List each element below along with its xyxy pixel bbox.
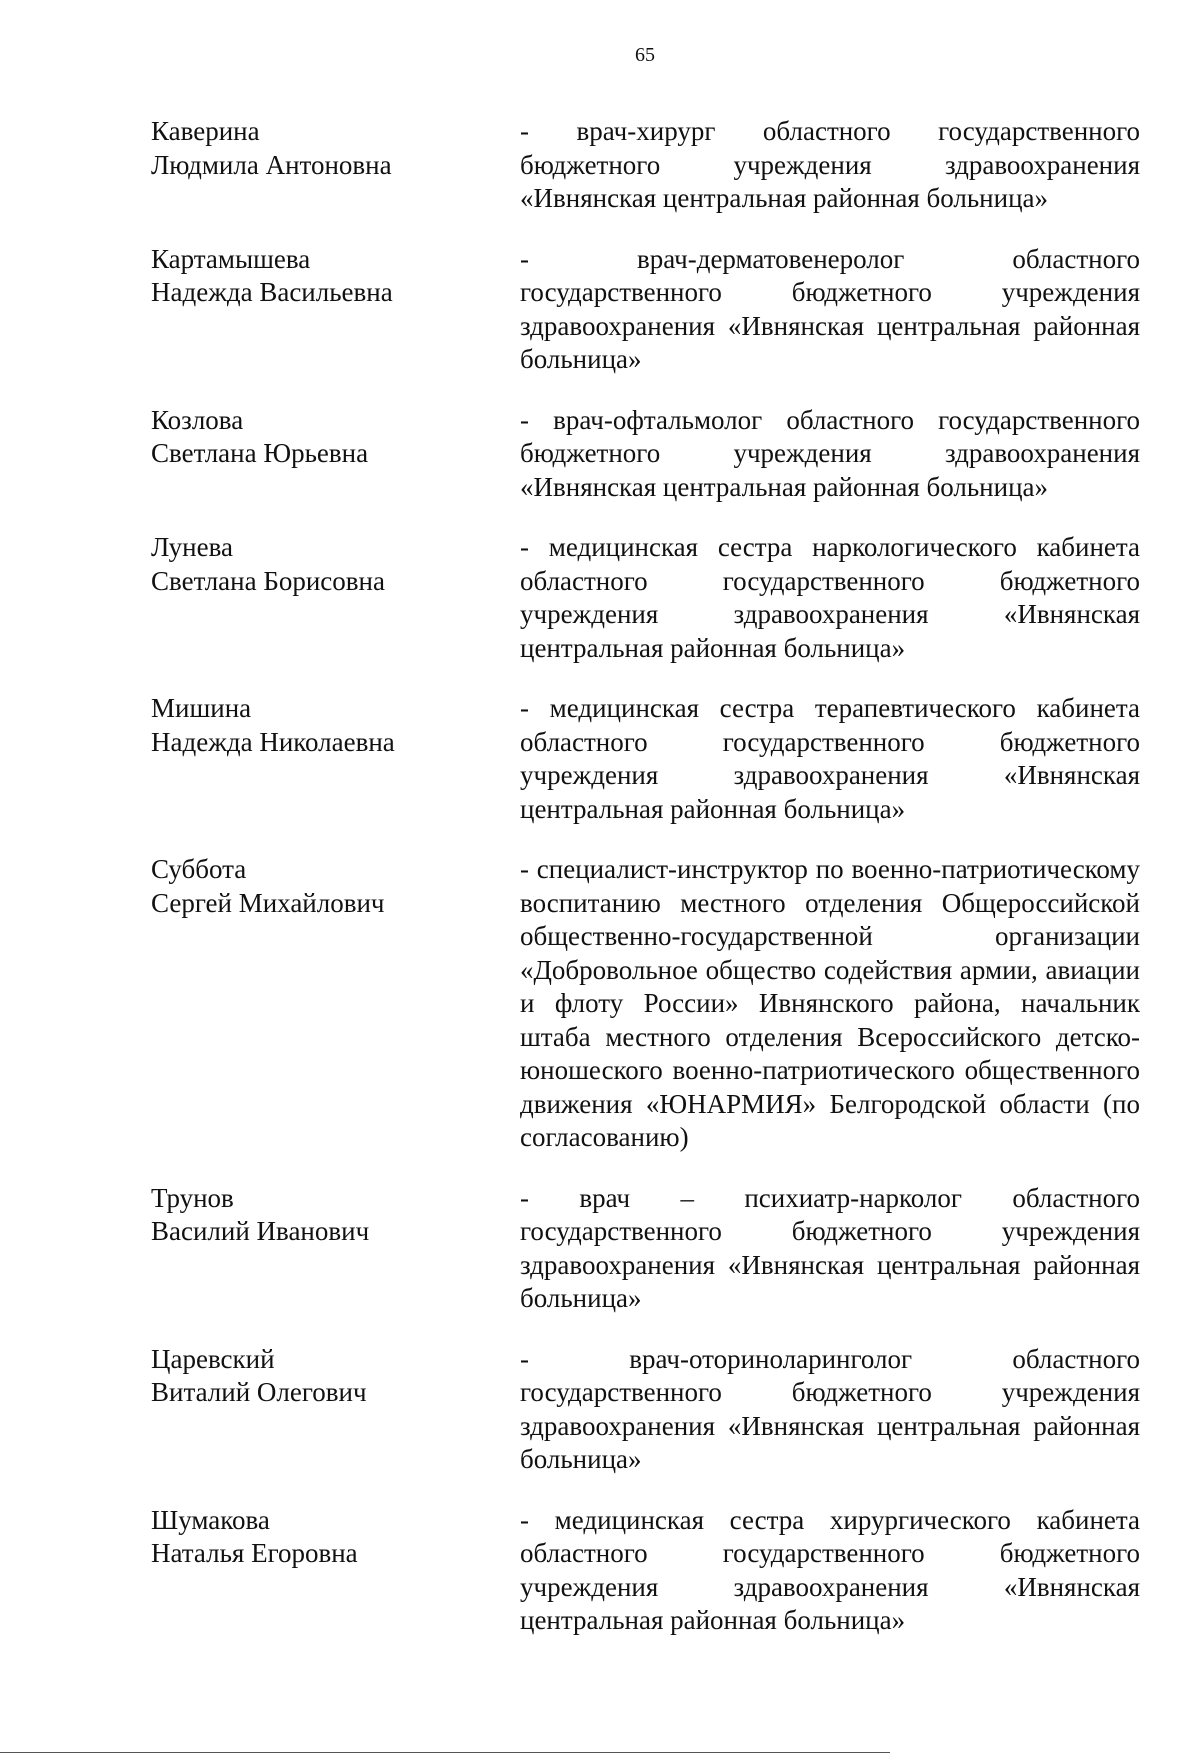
list-entry	[0, 1504, 1200, 1638]
position-description: - медицинская сестра терапевтического кабинета областного государственного бюджетного учреждения здравоохранения «Ивнянская центральная районная больница»	[520, 693, 1140, 824]
surname: Каверина	[151, 116, 260, 146]
page-bottom-rule	[0, 1752, 890, 1753]
surname: Лунева	[151, 532, 233, 562]
person-name	[151, 1343, 521, 1410]
person-name	[151, 243, 521, 310]
given-names: Людмила Антоновна	[151, 149, 392, 180]
position-description: - врач – психиатр-нарколог областного государственного бюджетного учреждения здравоохранения «Ивнянская центральная районная больница»	[520, 1182, 1140, 1313]
given-names: Надежда Николаевна	[151, 726, 395, 757]
person-name	[151, 1182, 521, 1249]
list-entry	[0, 531, 1200, 665]
list-entry	[0, 853, 1200, 1155]
given-names: Виталий Олегович	[151, 1377, 367, 1407]
position-description: - врач-офтальмолог областного государственного бюджетного учреждения здравоохранения «Ивнянская центральная районная больница»	[520, 404, 1140, 502]
page-number: 65	[635, 44, 655, 66]
given-names: Василий Иванович	[151, 1216, 370, 1246]
position-description: - медицинская сестра хирургического кабинета областного государственного бюджетного учреждения здравоохранения «Ивнянская центральная районная больница»	[520, 1504, 1140, 1635]
position-description: - медицинская сестра наркологического кабинета областного государственного бюджетного учреждения здравоохранения «Ивнянская центральная районная больница»	[520, 532, 1140, 663]
list-entry	[0, 404, 1200, 505]
member-list	[0, 115, 1200, 1665]
person-name	[151, 853, 521, 920]
list-entry	[0, 692, 1200, 826]
person-name	[151, 1504, 521, 1571]
person-name	[151, 531, 521, 598]
position-description: - специалист-инструктор по военно-патриотическому воспитанию местного отделения Общероссийской общественно-государственной организации «Добровольное общество содействия армии, авиации и флоту России» Ивнянского района, начальник штаба местного отделения Всероссийского детско-юношеского военно-патриотического общественного движения «ЮНАРМИЯ» Белгородской области (по согласованию)	[520, 854, 1140, 1152]
person-name	[151, 115, 521, 182]
surname: Картамышева	[151, 243, 311, 274]
surname: Царевский	[151, 1343, 275, 1374]
person-name	[151, 692, 521, 759]
surname: Шумакова	[151, 1504, 270, 1535]
list-entry	[0, 1343, 1200, 1477]
given-names: Наталья Егоровна	[151, 1538, 358, 1568]
list-entry	[0, 1182, 1200, 1316]
list-entry	[0, 243, 1200, 377]
given-names: Светлана Борисовна	[151, 565, 385, 596]
position-description: - врач-хирург областного государственного бюджетного учреждения здравоохранения «Ивнянская центральная районная больница»	[520, 116, 1140, 213]
position-description: - врач-оториноларинголог областного государственного бюджетного учреждения здравоохранения «Ивнянская центральная районная больница»	[520, 1343, 1140, 1474]
surname: Мишина	[151, 693, 252, 723]
surname: Козлова	[151, 404, 244, 435]
position-description: - врач-дерматовенеролог областного государственного бюджетного учреждения здравоохранения «Ивнянская центральная районная больница»	[520, 243, 1140, 374]
person-name	[151, 404, 521, 471]
list-entry	[0, 115, 1200, 216]
given-names: Сергей Михайлович	[151, 887, 385, 918]
given-names: Светлана Юрьевна	[151, 438, 369, 468]
surname: Суббота	[151, 854, 247, 884]
surname: Трунов	[151, 1182, 234, 1213]
given-names: Надежда Васильевна	[151, 277, 393, 307]
